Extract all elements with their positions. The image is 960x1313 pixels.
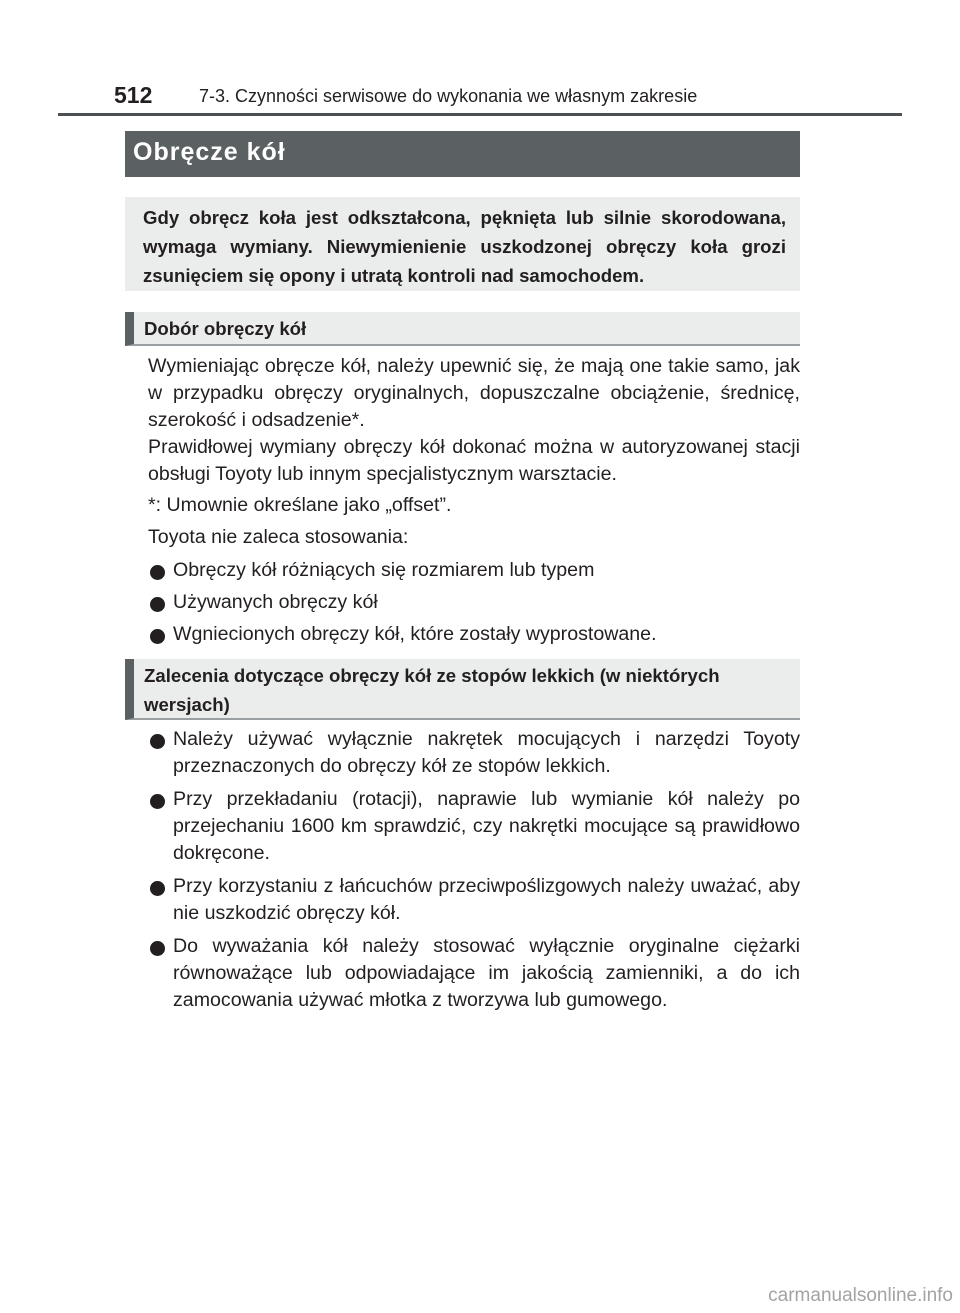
footnote: *: Umownie określane jako „offset”. <box>148 494 452 516</box>
page-number: 512 <box>114 82 153 108</box>
subheader-title: Dobór obręczy kół <box>144 318 307 339</box>
header-divider <box>58 113 902 116</box>
bullet-icon <box>150 629 165 644</box>
subheader-alloy-rims <box>125 659 800 720</box>
bullet-icon <box>150 597 165 612</box>
intro-text: Gdy obręcz koła jest odkształcona, pęknięta lub silnie skorodowana, wymaga wymiany. Niewymienienie uszkodzonej obręczy koła grozi zsunięciem się opony i utratą kontroli nad samochodem. <box>143 207 786 286</box>
list-item: Należy używać wyłącznie nakrętek mocujących i narzędzi Toyoty przeznaczonych do obręczy kół ze stopów lekkich. <box>150 726 800 780</box>
subheader-title: Zalecenia dotyczące obręczy kół ze stopów lekkich (w niektórych wersjach) <box>144 665 720 715</box>
bullet-icon <box>150 565 165 580</box>
list-item: Przy przekładaniu (rotacji), naprawie lub wymianie kół należy po przejechaniu 1600 km sprawdzić, czy nakrętki mocujące są prawidłowo dokręcone. <box>150 786 800 867</box>
not-recommended-list <box>150 557 800 648</box>
watermark: carmanualsonline.info <box>768 1285 953 1306</box>
selection-paragraph-1: Wymieniając obręcze kół, należy upewnić się, że mają one takie samo, jak w przypadku obręczy oryginalnych, dopuszczalne obciążenie, średnicę, szerokość i odsadzenie*. <box>148 355 800 431</box>
bullet-icon <box>150 794 165 809</box>
bullet-icon <box>150 734 165 749</box>
selection-paragraph-2: Prawidłowej wymiany obręczy kół dokonać można w autoryzowanej stacji obsługi Toyoty lub innym specjalistycznym warsztacie. <box>148 436 800 485</box>
list-item: Wgniecionych obręczy kół, które zostały wyprostowane. <box>150 621 800 648</box>
section-banner <box>125 131 800 177</box>
alloy-recommendations-list <box>150 726 800 1014</box>
subheader-rim-selection <box>125 312 800 346</box>
list-item: Używanych obręczy kół <box>150 589 800 616</box>
list-item: Obręczy kół różniących się rozmiarem lub typem <box>150 557 800 584</box>
bullet-icon <box>150 941 165 956</box>
section-title: Obręcze kół <box>133 138 286 166</box>
page-header <box>58 80 902 118</box>
not-recommended-lead: Toyota nie zaleca stosowania: <box>148 526 409 548</box>
bullet-icon <box>150 881 165 896</box>
intro-box <box>125 197 800 291</box>
list-item: Do wyważania kół należy stosować wyłącznie oryginalne ciężarki równoważące lub odpowiadające im jakością zamienniki, a do ich zamocowania używać młotka z tworzywa lub gumowego. <box>150 933 800 1014</box>
chapter-title: 7-3. Czynności serwisowe do wykonania we własnym zakresie <box>199 86 698 106</box>
list-item: Przy korzystaniu z łańcuchów przeciwpoślizgowych należy uważać, aby nie uszkodzić obręczy kół. <box>150 873 800 927</box>
